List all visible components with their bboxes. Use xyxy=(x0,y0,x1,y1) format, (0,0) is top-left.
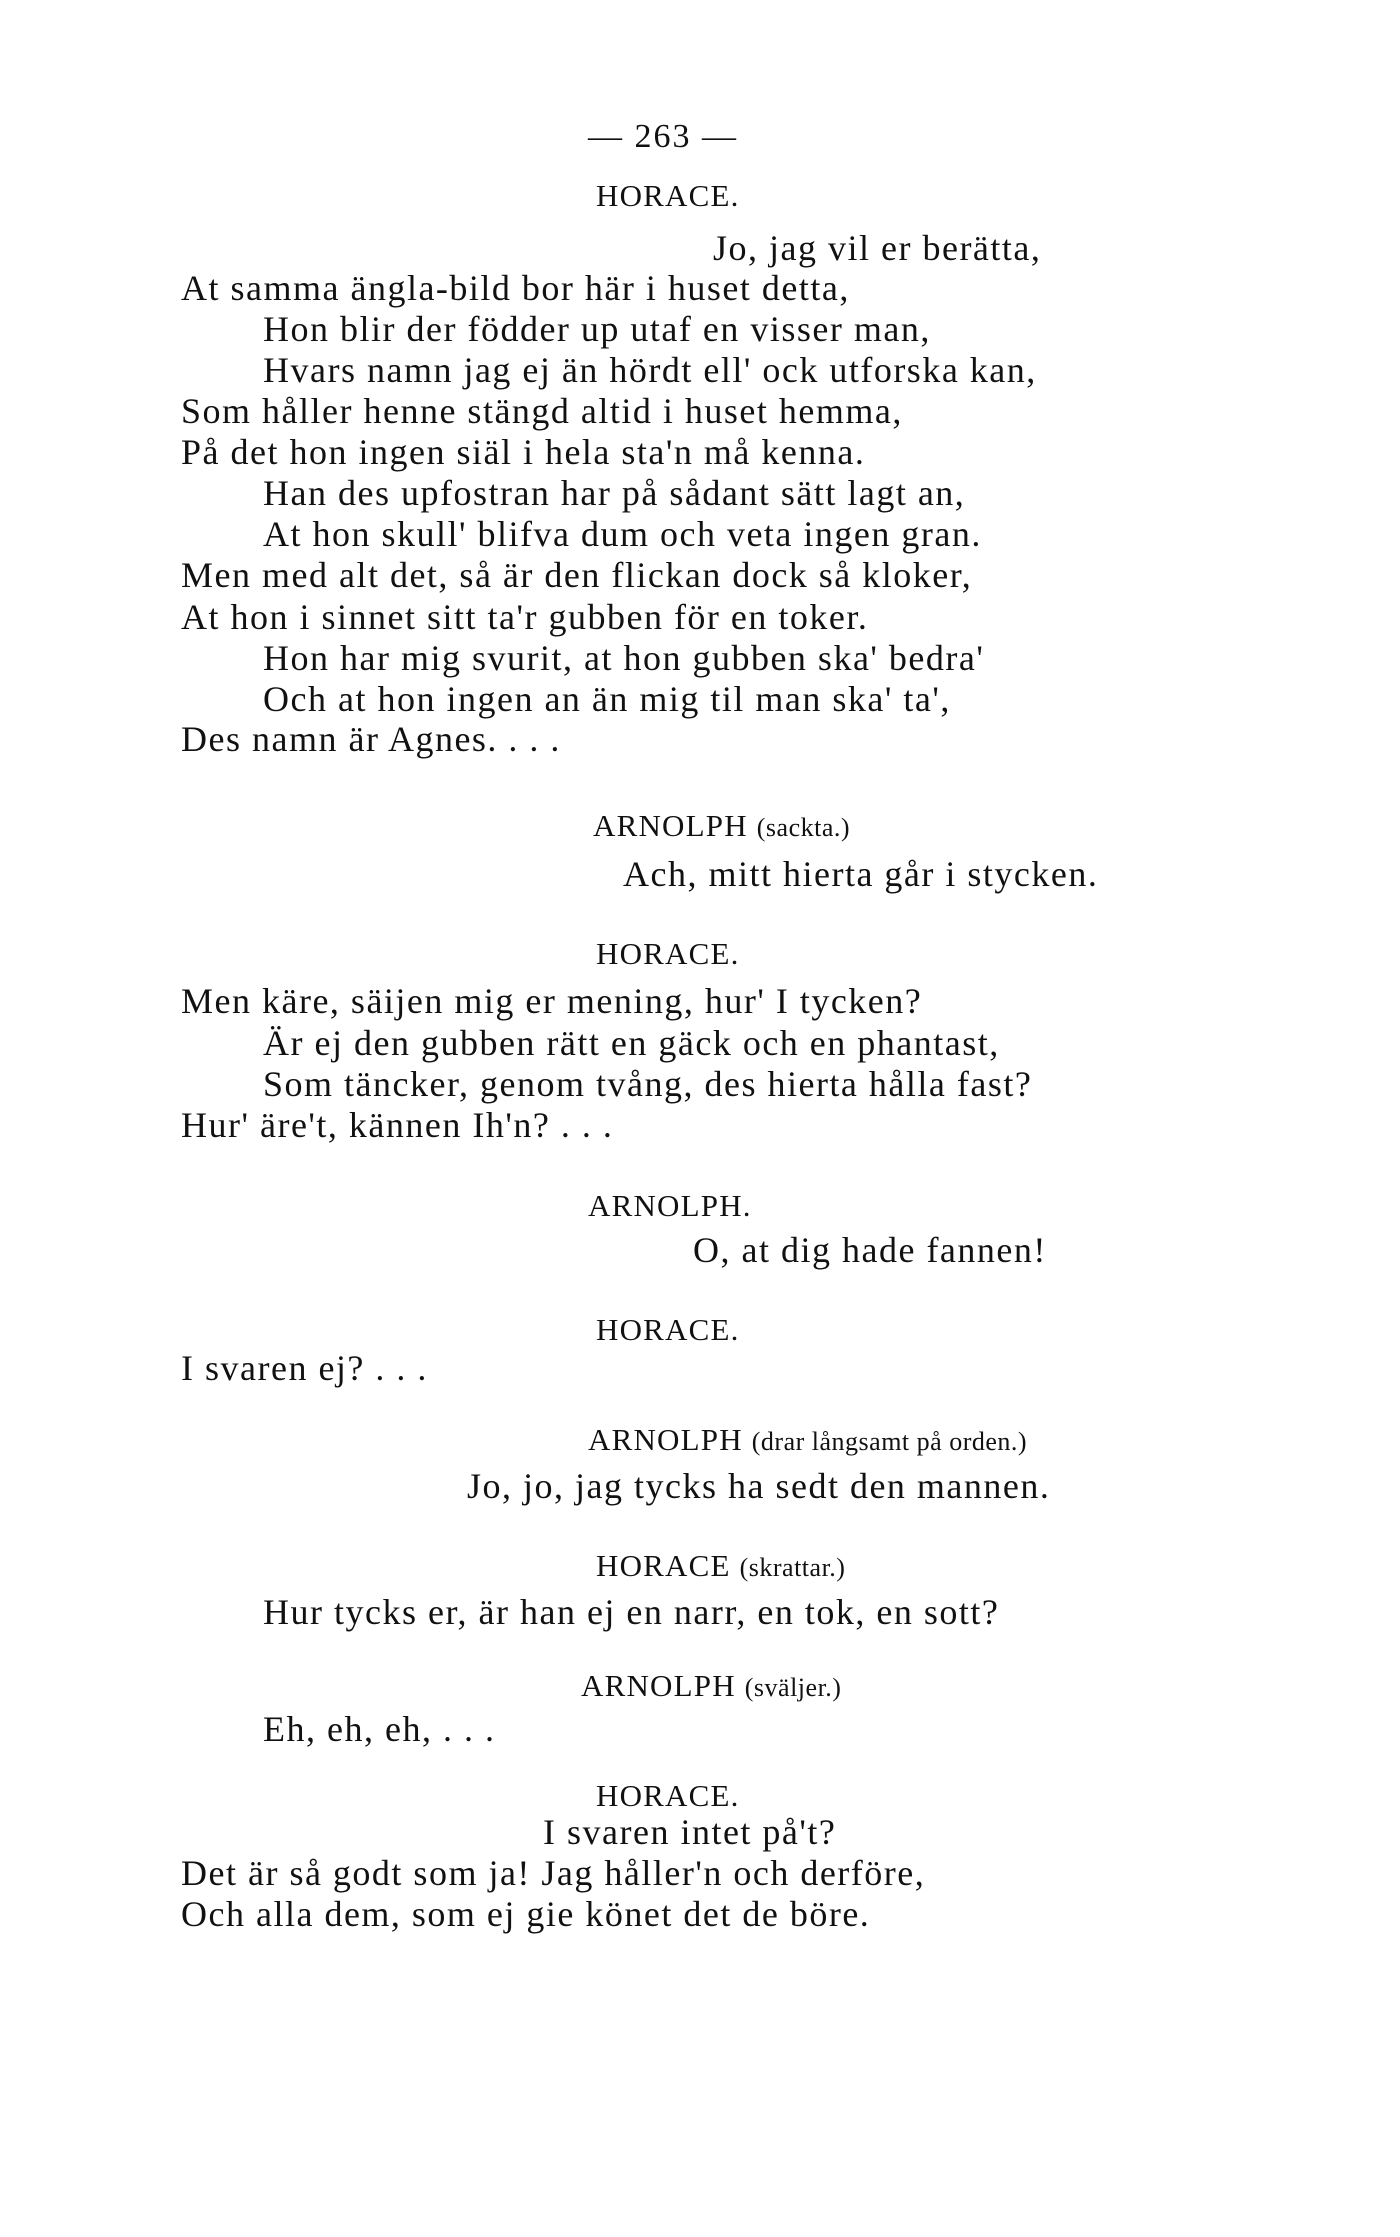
speaker-name: HORACE. xyxy=(596,1778,740,1813)
verse-line: Hvars namn jag ej än hördt ell' ock utforska kan, xyxy=(263,350,1037,390)
speaker-name: ARNOLPH. xyxy=(588,1188,752,1223)
stage-direction: (drar långsamt på orden.) xyxy=(751,1427,1028,1456)
verse-line: Hur tycks er, är han ej en narr, en tok, en sott? xyxy=(263,1592,1000,1632)
speaker-heading xyxy=(596,1776,740,1816)
verse-line: Eh, eh, eh, . . . xyxy=(263,1709,496,1749)
stage-direction: (sväljer.) xyxy=(744,1673,842,1702)
speaker-name: ARNOLPH xyxy=(588,1422,743,1457)
speaker-name: ARNOLPH xyxy=(593,808,748,843)
verse-line: På det hon ingen siäl i hela sta'n må kenna. xyxy=(181,432,866,472)
verse-line: Hon blir der födder up utaf en visser man, xyxy=(263,309,931,349)
speaker-name: HORACE. xyxy=(596,936,740,971)
verse-line: Som håller henne stängd altid i huset hemma, xyxy=(181,391,903,431)
speaker-heading xyxy=(593,806,850,848)
verse-line: Ach, mitt hierta går i stycken. xyxy=(623,854,1099,894)
verse-line: Det är så godt som ja! Jag håller'n och derföre, xyxy=(181,1853,926,1893)
speaker-heading xyxy=(596,1310,740,1350)
verse-line: Jo, jo, jag tycks ha sedt den mannen. xyxy=(467,1466,1051,1506)
speaker-heading xyxy=(588,1186,752,1226)
verse-line: At hon i sinnet sitt ta'r gubben för en toker. xyxy=(181,597,869,637)
speaker-heading xyxy=(596,176,740,216)
speaker-heading xyxy=(581,1666,841,1708)
verse-line: Jo, jag vil er berätta, xyxy=(713,228,1042,268)
verse-line: I svaren ej? . . . xyxy=(181,1348,428,1388)
verse-line: Han des upfostran har på sådant sätt lagt an, xyxy=(263,473,966,513)
speaker-heading xyxy=(596,934,740,974)
verse-line: Och alla dem, som ej gie könet det de böre. xyxy=(181,1894,871,1934)
verse-line: At samma ängla-bild bor här i huset detta, xyxy=(181,268,850,308)
verse-line: Des namn är Agnes. . . . xyxy=(181,719,561,759)
speaker-heading xyxy=(588,1420,1027,1462)
verse-line: Men käre, säijen mig er mening, hur' I tycken? xyxy=(181,981,923,1021)
verse-line: At hon skull' blifva dum och veta ingen gran. xyxy=(263,514,982,554)
verse-line: Hur' äre't, kännen Ih'n? . . . xyxy=(181,1105,614,1145)
speaker-heading xyxy=(596,1546,845,1588)
stage-direction: (skrattar.) xyxy=(739,1553,846,1582)
verse-line: Hon har mig svurit, at hon gubben ska' bedra' xyxy=(263,638,985,678)
verse-line: O, at dig hade fannen! xyxy=(693,1230,1047,1270)
page-number: — 263 — xyxy=(588,118,738,155)
verse-line: Och at hon ingen an än mig til man ska' ta', xyxy=(263,679,951,719)
stage-direction: (sackta.) xyxy=(756,813,851,842)
verse-line: Men med alt det, så är den flickan dock så kloker, xyxy=(181,555,973,595)
speaker-name: HORACE xyxy=(596,1548,731,1583)
speaker-name: HORACE. xyxy=(596,1312,740,1347)
speaker-name: HORACE. xyxy=(596,178,740,213)
verse-line: Är ej den gubben rätt en gäck och en phantast, xyxy=(263,1023,1000,1063)
verse-line: Som täncker, genom tvång, des hierta hålla fast? xyxy=(263,1064,1033,1104)
verse-line: I svaren intet på't? xyxy=(543,1812,837,1852)
speaker-name: ARNOLPH xyxy=(581,1668,736,1703)
